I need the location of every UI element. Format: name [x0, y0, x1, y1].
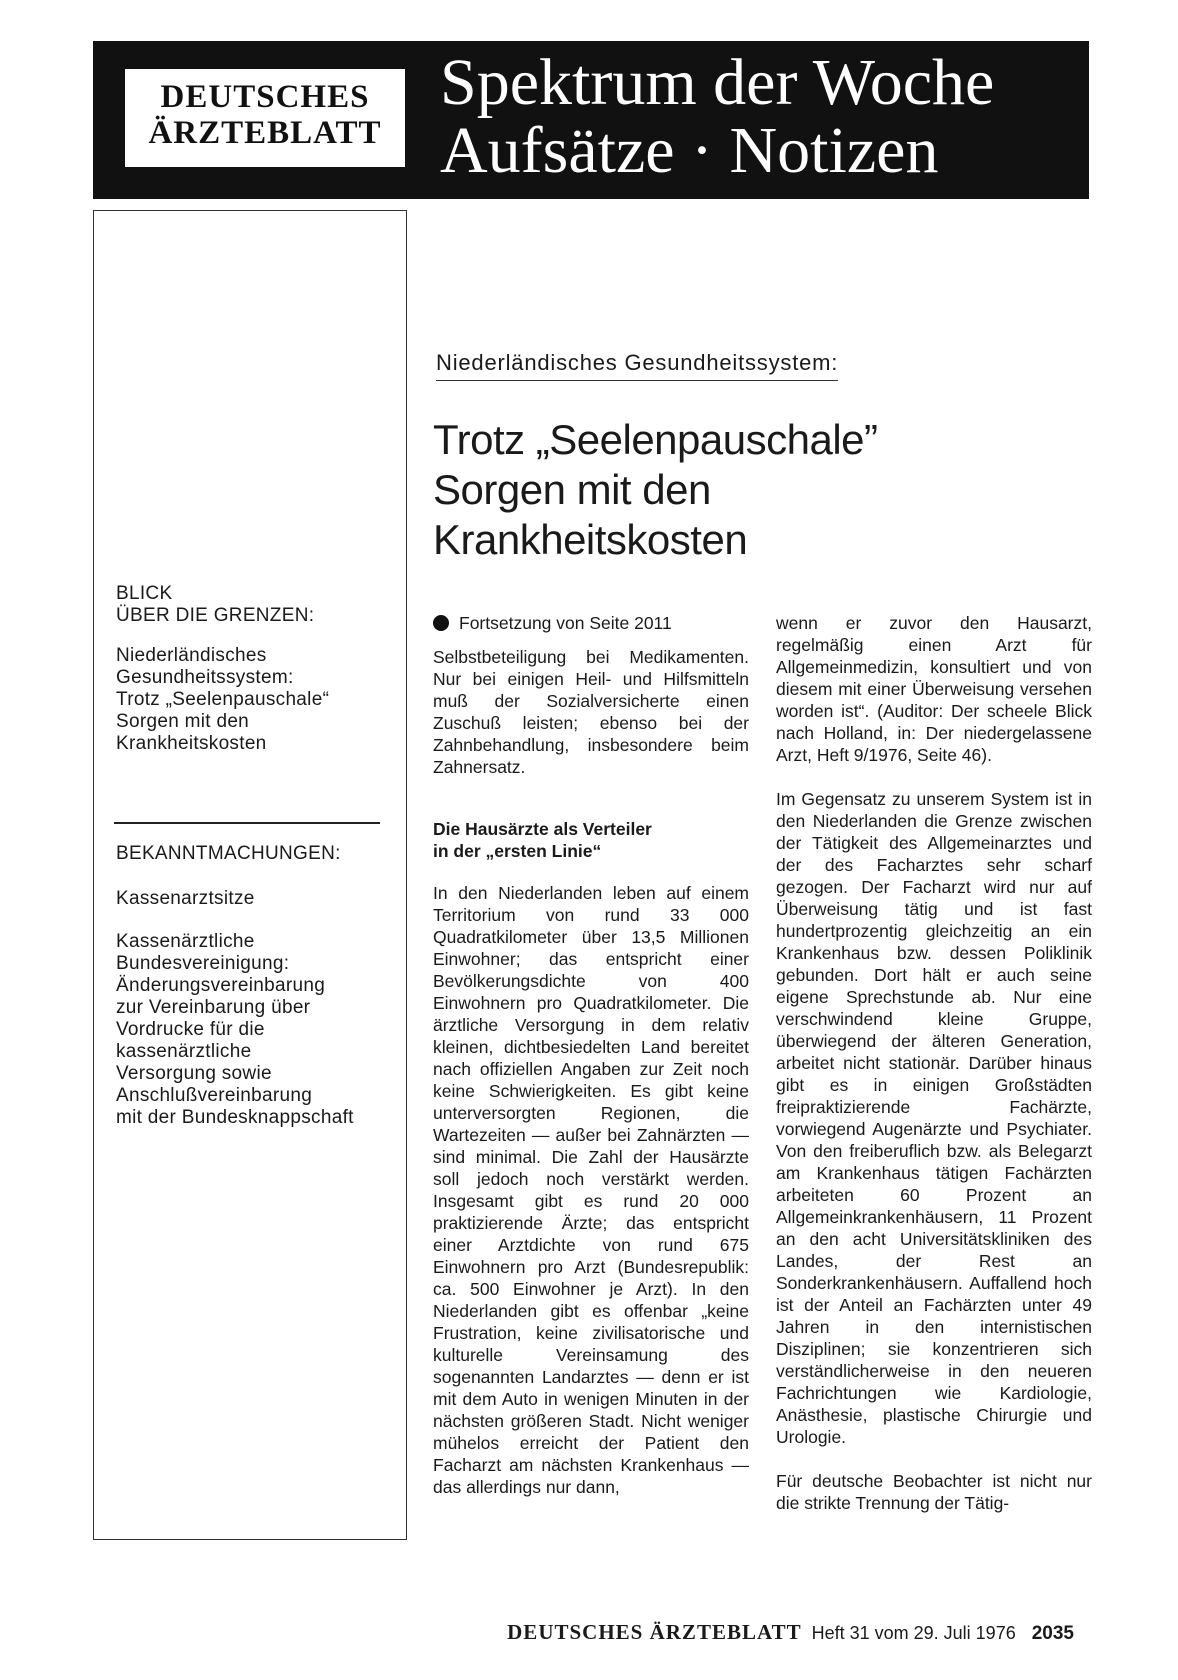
- contents-sidebar: [93, 210, 407, 1540]
- sidebar-entry-line: Versorgung sowie: [116, 1063, 272, 1084]
- sidebar-entry-line: Änderungsvereinbarung: [116, 975, 326, 996]
- article-headline: [433, 415, 878, 565]
- sidebar-entry-line: Trotz „Seelenpauschale“: [116, 689, 330, 710]
- continuation-note: [433, 612, 749, 634]
- sidebar-section-heading: [116, 583, 406, 627]
- sidebar-entry-kassenarztsitze[interactable]: [116, 888, 406, 910]
- article-column-2: [776, 612, 1092, 1536]
- body-paragraph: Im Gegensatz zu unserem System ist in den Niederlanden die Grenze zwischen der Tätigkeit des Allgemeinarztes und der des Facharztes sehr scharf gezogen. Der Facharzt wird nur auf Überweisung tätig und ist fast hundertprozentig gleichzeitig an ein Krankenhaus bzw. dessen Poliklinik gebunden. Dort hält er auch seine eigene Sprechstunde ab. Nur eine verschwindend kleine Gruppe, überwiegend der älteren Generation, arbeitet nicht stationär. Darüber hinaus gibt es in einigen Großstädten freipraktizierende Fachärzte, vorwiegend Augenärzte und Psychiater. Von den freiberuflich bzw. als Belegarzt am Krankenhaus tätigen Fachärzten arbeiteten 60 Prozent an Allgemeinkrankenhäusern, 11 Prozent an den acht Universitätskliniken des Landes, der Rest an Sonderkrankenhäusern. Auffallend hoch ist der Anteil an Fachärzten unter 49 Jahren in den internistischen Disziplinen; sie konzentrieren sich verständlicherweise in den neueren Fachrichtungen wie Kardiologie, Anästhesie, plastische Chirurgie und Urologie.: [776, 789, 1092, 1447]
- sidebar-entry-line: Niederländisches: [116, 645, 267, 666]
- subhead-line-2: in der „ersten Linie“: [433, 841, 602, 861]
- page-number: 2035: [1031, 1623, 1074, 1644]
- sidebar-entry-line: Kassenarztsitze: [116, 888, 255, 909]
- headline-line-2: Sorgen mit den: [433, 466, 711, 513]
- headline-line-1: Trotz „Seelenpauschale”: [433, 416, 878, 463]
- sidebar-entry-line: Gesundheitssystem:: [116, 667, 294, 688]
- continuation-text: Fortsetzung von Seite 2011: [459, 613, 672, 633]
- sidebar-entry-line: Krankheitskosten: [116, 733, 267, 754]
- section-title: [440, 46, 995, 187]
- bullet-icon: [433, 615, 449, 631]
- sidebar-heading-line: ÜBER DIE GRENZEN:: [116, 605, 315, 626]
- subhead-line-1: Die Hausärzte als Verteiler: [433, 819, 652, 839]
- section-title-line-2: Aufsätze · Notizen: [440, 114, 939, 187]
- footer-journal-name: DEUTSCHES ÄRZTEBLATT: [507, 1620, 802, 1644]
- sidebar-entry-line: Kassenärztliche: [116, 931, 255, 952]
- section-title-line-1: Spektrum der Woche: [440, 46, 995, 119]
- sidebar-entry-line: Anschlußvereinbarung: [116, 1085, 313, 1106]
- body-paragraph: In den Niederlanden leben auf einem Territorium von rund 33 000 Quadratkilometer über 13,5 Millionen Einwohner; das entspricht einer Bevölkerungsdichte von 400 Einwohnern pro Quadratkilometer. Die ärztliche Versorgung in dem relativ kleinen, dichtbesiedelten Land bereitet nach offiziellen Angaben zur Zeit noch keine Schwierigkeiten. Es gibt keine unterversorgten Regionen, die Wartezeiten — außer bei Zahnärzten — sind minimal. Die Zahl der Hausärzte soll jedoch noch verstärkt werden. Insgesamt gibt es rund 20 000 praktizierende Ärzte; das entspricht einer Arztdichte von rund 675 Einwohnern pro Arzt (Bundesrepublik: ca. 500 Einwohner je Arzt). In den Niederlanden gibt es offenbar „keine Frustration, keine zivilisatorische und kulturelle Vereinsamung des sogenannten Landarztes — denn er ist mit dem Auto in wenigen Minuten in der nächsten größeren Stadt. Nicht weniger mühelos erreicht der Patient den Facharzt am nächsten Krankenhaus — das allerdings nur dann,: [433, 883, 749, 1497]
- sidebar-entry-article[interactable]: [116, 645, 406, 755]
- footer-issue: Heft 31 vom 29. Juli 1976: [811, 1623, 1016, 1643]
- sidebar-entry-line: zur Vereinbarung über: [116, 997, 311, 1018]
- body-paragraph: wenn er zuvor den Hausarzt, regelmäßig einen Arzt für Allgemeinmedizin, konsultiert und von diesem mit einer Überweisung versehen worden ist“. (Auditor: Der scheele Blick nach Holland, in: Der niedergelassene Arzt, Heft 9/1976, Seite 46).: [776, 613, 1092, 765]
- sidebar-entry-line: Vordrucke für die: [116, 1019, 265, 1040]
- logo-line-1: DEUTSCHES: [160, 79, 370, 115]
- logo-line-2: ÄRZTEBLATT: [148, 115, 382, 151]
- sidebar-divider: [114, 822, 380, 824]
- journal-logo: [125, 69, 405, 167]
- sidebar-section-heading: [116, 843, 406, 865]
- headline-line-3: Krankheitskosten: [433, 516, 748, 563]
- sidebar-entry-kbv[interactable]: [116, 931, 406, 1129]
- sidebar-entry-line: Sorgen mit den: [116, 711, 250, 732]
- sidebar-entry-line: Bundesvereinigung:: [116, 953, 290, 974]
- sidebar-heading-line: BEKANNTMACHUNGEN:: [116, 843, 341, 864]
- body-paragraph: Selbstbeteiligung bei Medikamenten. Nur bei einigen Heil- und Hilfsmitteln muß der Sozialversicherte einen Zuschuß leisten; ebenso bei der Zahnbehandlung, insbesondere beim Zahnersatz.: [433, 647, 749, 777]
- body-paragraph: Für deutsche Beobachter ist nicht nur die strikte Trennung der Tätig-: [776, 1471, 1092, 1513]
- sidebar-heading-line: BLICK: [116, 583, 173, 604]
- article-subhead: [433, 818, 749, 862]
- sidebar-entry-line: mit der Bundesknappschaft: [116, 1107, 354, 1128]
- masthead: [93, 41, 1089, 199]
- article-kicker: Niederländisches Gesundheitssystem:: [436, 350, 838, 381]
- sidebar-entry-line: kassenärztliche: [116, 1041, 252, 1062]
- article-column-1: [433, 612, 749, 1520]
- page-footer: [507, 1620, 1074, 1645]
